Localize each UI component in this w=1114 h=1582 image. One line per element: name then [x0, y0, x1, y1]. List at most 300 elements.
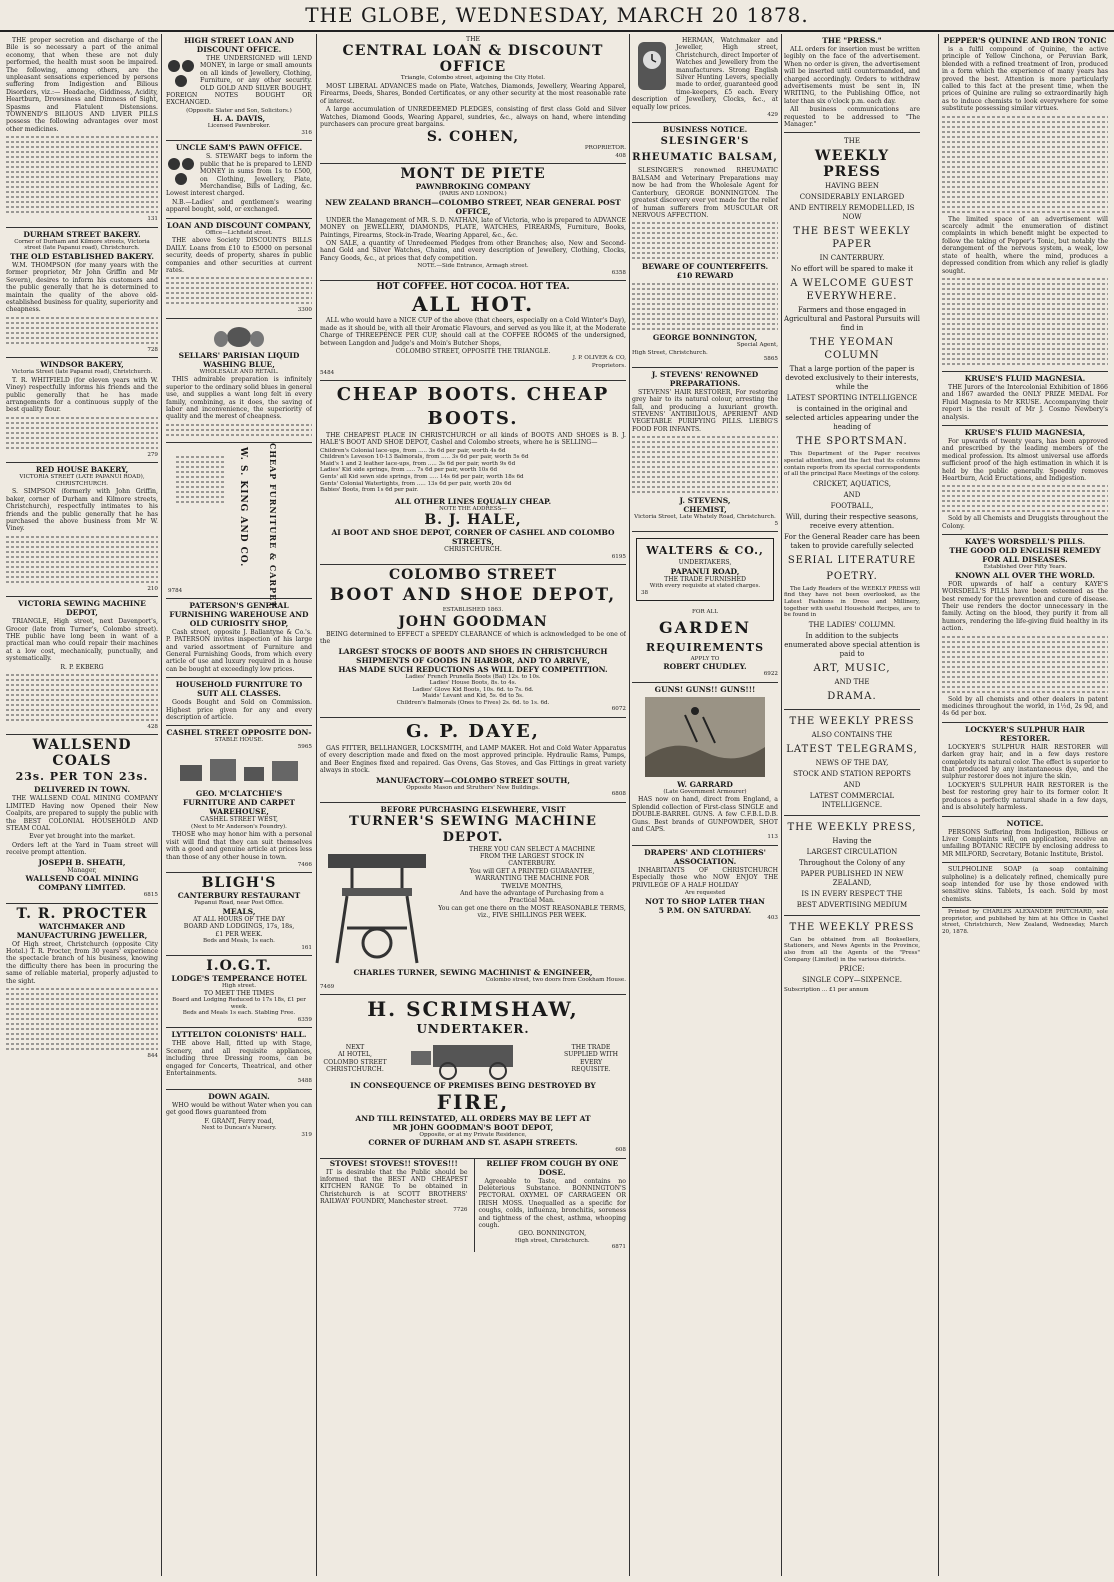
- clock-illustration: [632, 38, 672, 94]
- loan-discount-ad: [166, 219, 312, 319]
- wp-text: Subscription ... £1 per annum: [784, 987, 869, 994]
- ad-number: 6808: [611, 791, 626, 798]
- ad-subtitle: REQUIREMENTS: [645, 640, 765, 654]
- hearse-illustration: [403, 1037, 543, 1081]
- ad-role: Special Agent,: [736, 342, 778, 349]
- ad-title: DURHAM STREET BAKERY.: [23, 229, 141, 239]
- wp-text: THE SPORTSMAN.: [796, 436, 908, 448]
- ad-headline: G. P. DAYE,: [406, 720, 540, 742]
- ad-text: S. STEWART begs to inform the public that he is prepared to LEND MONEY in sums from 1s to £500, on Clothing, Jewellery, Plate, Merchandise, Bills of Lading, &c. Lowest interest charged.: [166, 153, 312, 198]
- down-again-ad: [166, 1090, 312, 1142]
- ad-text: FROM THE LARGEST STOCK IN: [480, 852, 584, 860]
- ad-number: 210: [147, 585, 158, 592]
- ad-text: LOCKYER'S SULPHUR HAIR RESTORER will darken gray hair, and in a few days restore completely its natural color. The effect is superior to that produced by any instantaneous dye, and the sulphur restorer does not injure the skin.: [942, 743, 1108, 781]
- wp-text: PAPER PUBLISHED IN NEW ZEALAND,: [800, 869, 904, 887]
- ad-number: 429: [767, 112, 778, 119]
- ad-title: MONT DE PIETE: [400, 166, 546, 183]
- ad-text: The limited space of an advertisement will scarcely admit the enumeration of distinct complaints in which benefit might be expected to follow the taking of Pepper's Tonic, but notably the derangement of the nervous system, a weak, low state of health, where the mind, produces a depressed condition from which any relief is gladly sought.: [942, 215, 1108, 275]
- ad-text: Are requested: [684, 890, 726, 896]
- wp-text: AND THE: [834, 677, 870, 686]
- ad-text: STEVENS' HAIR RESTORER, For restoring grey hair to its natural colour, arresting the fall, and producing a luxuriant growth. STEVENS' ANTIBILIOUS, APERIENT AND VEGETABLE PURIFYING PILLS. LIEBIG'S FOOD FOR INFANTS.: [632, 388, 778, 433]
- price-line: Gents' Colonial Watertights, from ..... 13s 6d per pair, worth 20s 6d: [320, 480, 512, 487]
- ad-company: WALLSEND COAL MINING COMPANY LIMITED.: [25, 874, 139, 893]
- ad-headline: FIRE,: [436, 1089, 510, 1114]
- ad-title: WALTERS & CO.,: [646, 544, 764, 558]
- ad-text: Ever yet brought into the market.: [29, 833, 135, 841]
- lyttelton-hall-ad: [166, 1028, 312, 1089]
- column-6: [942, 34, 1108, 1574]
- ad-subtitle: NEW ZEALAND BRANCH—COLOMBO STREET, NEAR GENERAL POST OFFICE,: [325, 197, 621, 216]
- ad-text: BEFORE PURCHASING ELSEWHERE, VISIT: [380, 804, 566, 814]
- ad-text: SUPPLIED WITH: [563, 1051, 619, 1059]
- ad-title: LOCKYER'S SULPHUR HAIR RESTORER.: [965, 724, 1085, 743]
- ad-role: Proprietors.: [591, 362, 626, 369]
- ad-text: SULPHOLINE SOAP (a soap containing sulpholine) is a delicately refined, chemically pure soap intended for use by those endowed with sensitive skins. Tablets, 1s each. Sold by most chemists.: [942, 866, 1108, 903]
- ad-headline: BOOT AND SHOE DEPOT,: [329, 585, 617, 606]
- weekly-press-circulation-ad: [784, 816, 920, 916]
- ad-number: 608: [615, 1147, 626, 1154]
- ad-text: All business communications are requested to be addressed to "The Manager.": [784, 106, 920, 129]
- ad-text: £1 PER WEEK.: [215, 930, 263, 938]
- ad-signature: B. J. HALE,: [424, 512, 522, 529]
- ad-subtitle: STABLE HOUSE.: [214, 737, 264, 744]
- wp-text: CRICKET, AQUATICS,: [813, 479, 891, 488]
- column-rule: [316, 34, 317, 1576]
- ad-text: TO MEET THE TIMES: [203, 989, 275, 997]
- ad-title: I.O.G.T.: [206, 958, 272, 975]
- ad-text: Orders left at the Yard in Tuam street will receive prompt attention.: [6, 841, 158, 857]
- ad-text: Beds and Meals 1s each. Stabling Free.: [182, 1010, 296, 1017]
- ad-note: NOTE THE ADDRESS—: [438, 505, 507, 512]
- ad-text: BEING determined to EFFECT a SPEEDY CLEARANCE of which is acknowledged to be one of the: [320, 630, 626, 646]
- ad-role: PROPRIETOR.: [584, 145, 626, 152]
- wp-title: WEEKLY PRESS: [814, 148, 890, 181]
- ad-title: T. R. PROCTER: [16, 905, 148, 922]
- ad-title: RELIEF FROM COUGH BY ONE DOSE.: [486, 1158, 619, 1177]
- ad-subtitle: WATCHMAKER AND MANUFACTURING JEWELLER,: [16, 921, 148, 940]
- ad-address: PAPANUI ROAD,: [670, 566, 740, 576]
- hunting-scene-illustration: [645, 697, 765, 777]
- wp-text: That a large portion of the paper is devoted exclusively to their interests, while the: [785, 365, 919, 392]
- ad-number: 5484: [320, 370, 335, 377]
- ad-text: TWELVE MONTHS,: [501, 882, 563, 890]
- ad-text: You can get one there on the MOST REASONABLE TERMS, viz., FIVE SHILLINGS PER WEEK.: [438, 904, 626, 920]
- wp-text: LARGEST CIRCULATION: [806, 847, 898, 856]
- wp-text: LATEST COMMERCIAL INTELLIGENCE.: [809, 791, 895, 809]
- ad-text: THE Jurors of the Intercolonial Exhibition of 1866 and 1867 awarded the ONLY PRIZE MEDAL For Fluid Magnesia to Mr KRUSE. Accompanying their report is the result of Mr J. Cosmo Newbery's analysis.: [942, 383, 1108, 421]
- weekly-press-price-ad: [784, 916, 920, 997]
- ad-subtitle: UNDERTAKERS,: [678, 559, 732, 567]
- price-line: Ladies' House Boots, 8s. to 4s.: [429, 680, 517, 687]
- ad-text: SHIPMENTS OF GOODS IN HARBOR, AND TO ARRIVE,: [356, 655, 590, 665]
- ad-title: KAYE'S WORSDELL'S PILLS.: [964, 537, 1086, 547]
- ad-number: 5965: [297, 744, 312, 750]
- ad-city: CHRISTCHURCH.: [444, 546, 502, 554]
- ad-text: BOARD AND LODGINGS, 17s, 18s,: [183, 923, 295, 931]
- ad-role: CHEMIST,: [683, 505, 727, 515]
- price-line: Maid's 1 and 2 leather lace-ups, from ..... 3s 6d per pair, worth 9s 6d: [320, 460, 516, 467]
- price-line: Ladies' French Prunella Boots (Bal) 12s. to 10s.: [405, 673, 541, 680]
- price-line: Gents' all Kid sewn side springs, from ..... 14s 6d per pair, worth 18s 6d: [320, 473, 524, 480]
- ad-number: 6072: [611, 706, 626, 713]
- ad-signature: ROBERT CHUDLEY.: [663, 662, 747, 672]
- wp-text: No effort will be spared to make it: [790, 265, 914, 274]
- ad-signature: J. STEVENS,: [679, 496, 731, 506]
- ad-text: Beds and Meals, 1s each.: [203, 938, 275, 945]
- ad-text: £10 REWARD: [676, 271, 734, 281]
- ad-text: REQUISITE.: [571, 1065, 611, 1073]
- wp-text: THE BEST WEEKLY PAPER: [793, 226, 911, 251]
- ad-title: CASHEL STREET OPPOSITE DON-: [166, 728, 312, 738]
- ad-title: CENTRAL LOAN & DISCOUNT OFFICE: [342, 43, 604, 76]
- ad-text: For upwards of twenty years, has been approved and prescribed by the leading members of the medical profession. Its almost universal use affords sufficient proof of the high estimation in which it is held by the public generally. Speedily removes Heartburn, Acid Eructations, and Indigestion.: [942, 437, 1108, 482]
- wp-the: THE: [844, 137, 860, 146]
- ad-title: HIGH STREET LOAN AND DISCOUNT OFFICE.: [184, 36, 294, 54]
- wp-text: Throughout the Colony of any: [798, 858, 906, 867]
- ad-number: 7726: [453, 1206, 468, 1213]
- wp-text: LATEST SPORTING INTELLIGENCE: [786, 394, 918, 403]
- wp-title: THE WEEKLY PRESS: [789, 921, 915, 933]
- ad-subtitle: Office—Lichfield street.: [205, 229, 273, 236]
- ad-address: Victoria Street, Late Whately Road, Christchurch.: [634, 514, 776, 521]
- lockyer-restorer-ad: [942, 723, 1108, 817]
- ad-established: Established Over Fifty Years.: [983, 564, 1067, 571]
- ad-text: WHO would be without Water when you can get good flows guaranteed from: [166, 1101, 312, 1117]
- ad-title: THE OLD ESTABLISHED BAKERY.: [10, 251, 154, 261]
- wp-text: THE LADIES' COLUMN.: [808, 620, 896, 629]
- ad-title: BUSINESS NOTICE.: [662, 125, 748, 135]
- relief-cough-ad: [474, 1159, 627, 1252]
- ad-text: THE above Hall, fitted up with Stage, Scenery, and all requisite appliances, including three Dressing rooms, can be engaged for Concerts, Theatrical, and other Entertainments.: [166, 1040, 312, 1078]
- red-house-bakery-ad: [6, 463, 158, 597]
- ad-title: RED HOUSE BAKERY,: [35, 465, 129, 475]
- ad-text: NOT TO SHOP LATER THAN: [645, 896, 765, 906]
- sulpholine-soap-ad: [942, 863, 1108, 908]
- ad-text: IT is desirable that the Public should be informed that the BEST AND CHEAPEST KITCHEN RANGE To be obtained in Christchurch is at SCOTT BROTHERS' RAILWAY FOUNDRY, Manchester street.: [320, 1168, 468, 1206]
- ad-number: 316: [301, 130, 312, 137]
- wp-text: NEWS OF THE DAY,: [815, 758, 889, 767]
- davis-loan-ad: [166, 34, 312, 141]
- ad-title: NOTICE.: [1006, 818, 1044, 828]
- ad-subtitle: Victoria Street (late Papanui road), Christchurch.: [11, 369, 153, 376]
- mont-de-piete-ad: [320, 164, 626, 281]
- ad-address: Triangle, Colombo street, adjoining the City Hotel.: [400, 75, 546, 82]
- ad-signature: CHARLES TURNER, SEWING MACHINIST & ENGINEER,: [353, 967, 593, 977]
- ad-subtitle: Corner of Durham and Kilmore streets, Victoria street (late Papanui road), Christchurch.: [14, 238, 150, 252]
- ad-headline: TURNER'S SEWING MACHINE DEPOT.: [349, 813, 597, 845]
- cohen-loan-ad: [320, 34, 626, 164]
- wp-text: BEST ADVERTISING MEDIUM: [796, 900, 908, 909]
- ad-text: THE proper secretion and discharge of the Bile is so necessary a part of the animal economy, that when these are not duly performed, the health must soon be impaired. The following, among others, are the unpleasant sensations experienced by persons suffering from Indigestion and Bilious Disorders, viz.:— Headache, Giddiness, Acidity, Heartburn, Drowsiness and Dimness of Sight, Spasms and Flatulent Distensions. TOWNEND'S BILIOUS AND LIVER PILLS possess the following advantages over most other medicines.: [6, 37, 158, 133]
- ad-text: Of High street, Christchurch (opposite City Hotel.) T. R. Procter, from 30 years' experience the spectacle branch of his business, knowing the difficulty there has been in procuring the same of reliable material, properly adjusted to the sight.: [6, 940, 158, 985]
- ad-title: THE "PRESS.": [822, 36, 882, 45]
- weekly-press-ad: [784, 133, 920, 709]
- ad-title: LOAN AND DISCOUNT COMPANY,: [167, 220, 311, 230]
- wp-text: PRICE:: [839, 965, 865, 974]
- ad-number: 279: [147, 451, 158, 458]
- ad-the: THE: [465, 36, 481, 43]
- ad-number: 7469: [320, 983, 335, 990]
- ad-role: Manager,: [67, 866, 97, 874]
- ad-title: STOVES! STOVES!! STOVES!!!: [329, 1158, 458, 1168]
- wp-text: This Department of the Paper receives special attention, and the fact that its columns contain reports from its special correspondents of all the principal Race Meetings of the colony.: [784, 451, 920, 478]
- ad-address: High Street, Christchurch.: [632, 349, 708, 356]
- wp-text: ALSO CONTAINS THE: [811, 730, 893, 739]
- wp-title: THE WEEKLY PRESS: [789, 715, 915, 727]
- ad-title: FURNITURE AND CARPET WAREHOUSE,: [183, 798, 295, 817]
- ad-number: 113: [767, 834, 778, 841]
- ad-text: CHRISTCHURCH.: [326, 1065, 384, 1073]
- ad-number: 403: [767, 914, 778, 921]
- ad-text: Agreeable to Taste, and contains no Deleterious Substance. BONNINGTON'S PECTORAL OXYMEL OF CARRAGEEN OR IRISH MOSS. Unequalled as a specific for coughs, colds, influenza, bronchitis, soreness and tightness of the chest, asthma, whooping cough.: [478, 1177, 626, 1229]
- durham-bakery-ad: [6, 228, 158, 358]
- ad-name: JOHN GOODMAN: [398, 613, 548, 630]
- ad-title: HOUSEHOLD FURNITURE TO SUIT ALL CLASSES.: [175, 680, 303, 699]
- ad-number: 6195: [611, 553, 626, 560]
- ad-text: You will GET A PRINTED GUARANTEE,: [469, 867, 595, 875]
- ad-vertical-name: W. S. KING AND CO.: [238, 446, 248, 568]
- ad-text: FOR ALL: [692, 609, 718, 616]
- ad-headline: H. SCRIMSHAW,: [367, 996, 579, 1021]
- ad-text: THOSE who may honor him with a personal visit will find that they can suit themselves with a good and genuine article at prices less than those of any other house in town.: [166, 831, 312, 861]
- cashel-street-ad: [166, 726, 312, 873]
- column-3: [320, 34, 626, 1574]
- royal-crest-icon: [209, 323, 269, 349]
- wp-text: Farmers and those engaged in Agricultural and Pastoral Pursuits will find in: [784, 306, 920, 333]
- ad-text: THIS admirable preparation is infinitely superior to the ordinary solid blues in general use, and supplies a want long felt in every family, combining, as it does, the saving of labor and inconvenience, the superiority of quality and the merest of cheapness.: [166, 376, 312, 421]
- ad-name: W. GARRARD: [677, 779, 733, 789]
- ad-text: BEWARE OF COUNTERFEITS.: [641, 262, 769, 272]
- ad-number: 9784: [168, 588, 183, 595]
- ad-established: ESTABLISHED 1863.: [442, 607, 504, 614]
- windsor-bakery-ad: [6, 358, 158, 463]
- ad-number: 6871: [611, 1244, 626, 1251]
- ad-title: PEPPER'S QUININE AND IRON TONIC: [943, 36, 1107, 45]
- ad-text: WARRANTING THE MACHINE FOR: [475, 875, 589, 883]
- ad-text: W.M. THOMPSON (for many years with the former proprietor, Mr John Griffin and Mr Severn), desires to inform his customers and the public generally that he is determined to maintain the quality of the above old-established business for quality, superiority and cheapness.: [6, 261, 158, 314]
- wp-text: The Lady Readers of the WEEKLY PRESS will find they have not been overlooked, as the Latest Fashions in Dress and Millinery, together with useful Household Recipes, are to be found in: [784, 585, 920, 619]
- ad-address: Colombo street, two doors from Cookham House.: [485, 976, 626, 983]
- bligh-restaurant-ad: [166, 873, 312, 956]
- ad-number: 6922: [763, 671, 778, 678]
- ad-number: 161: [301, 944, 312, 951]
- ad-text: IN CONSEQUENCE OF PREMISES BEING DESTROYED BY: [350, 1080, 596, 1090]
- wp-text: THE YEOMAN COLUMN: [809, 337, 895, 362]
- wp-text: Can be obtained from all Booksellers, Stationers, and News Agents in the Province, also from all the Agents of the "Press" Company (Limited) in the various districts.: [784, 936, 920, 963]
- ad-address: MANUFACTORY—COLOMBO STREET SOUTH,: [375, 775, 571, 785]
- ad-text: S. SIMPSON (formerly with John Griffin, baker, corner of Durham and Kilmore streets, Christchurch), respectfully intimates to his friends and the public generally that he has purchased the above business from Mr W. Viney.: [6, 488, 158, 533]
- ad-subtitle: (Late Government Armourer): [663, 788, 747, 795]
- wp-text: IS IN EVERY RESPECT THE: [801, 889, 903, 898]
- ad-text: COLOMBO STREET: [323, 1058, 387, 1066]
- price-line: Children's Balmorals (Ones to Fives) 2s. 6d. to 1s. 6d.: [396, 699, 550, 706]
- ad-address: High street, Christchurch.: [514, 1237, 590, 1244]
- victoria-sewing-ad: [6, 597, 158, 735]
- ad-number: 408: [615, 152, 626, 159]
- ad-text: MEALS,: [222, 907, 256, 917]
- ad-subtitle: DELIVERED IN TOWN.: [33, 785, 131, 795]
- ad-address: High street.: [221, 983, 257, 990]
- ad-subtitle: (PARIS AND LONDON.): [439, 191, 507, 198]
- ad-address: Opposite Mason and Struthers' New Buildings.: [406, 784, 540, 791]
- ad-text: Board and Lodging Reduced to 17s 18s, £1 per week.: [172, 997, 306, 1010]
- wp-text: HAVING BEEN: [824, 182, 880, 191]
- column-1: [6, 34, 158, 1574]
- kaye-pills-ad: [942, 535, 1108, 723]
- household-furniture-ad: [166, 678, 312, 726]
- ad-subtitle: VICTORIA STREET (LATE PAPANUI ROAD), CHRISTCHURCH.: [19, 474, 145, 487]
- ad-text: N.B.—Ladies' and gentlemen's wearing apparel bought, sold, or exchanged.: [166, 198, 312, 214]
- ad-number: 131: [147, 216, 158, 223]
- pawnbroker-balls-icon: [166, 154, 196, 188]
- ad-number: 319: [301, 1131, 312, 1138]
- ad-title: COLOMBO STREET: [389, 567, 557, 584]
- walters-undertakers-ad: [636, 538, 774, 601]
- ad-text: is a fulfil compound of Quinine, the active principle of Yellow Cinchona, or Peruvian Bark, blended with a refined treatment of Iron, produced in a form which the experience of many years has proved the best. Attention is more particularly called to this fact at the present time, when the prices of Quinine are ruling so extraordinarily high as to induce chemists to look everywhere for some substitute possessing similar virtues.: [942, 46, 1108, 113]
- ad-text: Sold by all Chemists and Druggists throughout the Colony.: [942, 515, 1108, 530]
- wp-text: A WELCOME GUEST EVERYWHERE.: [790, 278, 914, 303]
- ad-signature: S. COHEN,: [426, 129, 520, 146]
- ad-text: HAS MADE SUCH REDUCTIONS AS WILL DEFY COMPETITION.: [338, 664, 608, 674]
- drapers-association-ad: [632, 846, 778, 925]
- ad-signature: GEORGE BONNINGTON,: [652, 333, 758, 343]
- ad-text: With every requisite at stated charges.: [649, 582, 761, 589]
- ad-title: GUNS! GUNS!! GUNS!!!: [654, 684, 756, 694]
- pepper-tonic-ad: [942, 34, 1108, 372]
- iogt-hotel-ad: [166, 956, 312, 1028]
- wp-text: Will, during their respective seasons, receive every attention.: [785, 512, 919, 530]
- ad-text: ALL who would have a NICE CUP of the above (that cheers, especially on a Cold Winter's Day), made as it should be, with all their Aromatic Flavours, and served as you like it, at the Moderate Charge of THREEPENCE PER CUP, should call at the COFFEE ROOMS of the undersigned, between Langdon and Judge's and Moin's Butcher Shops,: [320, 317, 626, 347]
- ad-title: WALLSEND COALS: [32, 737, 132, 770]
- ad-title: PATERSON'S GENERAL FURNISHING WAREHOUSE AND OLD CURIOSITY SHOP,: [169, 600, 309, 628]
- ad-text: FOR upwards of half a century KAYE'S WORSDELL'S PILLS have been esteemed as the best remedy for the prevention and cure of disease. Their use renders the doctor unnecessary in the family. Acting on the blood, they purify it from all humors, rendering the life-giving fluid healthy in its action.: [942, 580, 1108, 633]
- ad-signature: H. A. DAVIS,: [212, 114, 266, 124]
- garden-requirements-ad: [632, 607, 778, 683]
- ad-number: 428: [147, 724, 158, 731]
- turner-sewing-ad: [320, 803, 626, 995]
- stoves-ad: [320, 1159, 468, 1252]
- column-rule: [781, 34, 782, 1576]
- price-line: Children's Leveson 10-13 Balmorals, from ..... 3s 6d per pair, worth 5s 6d: [320, 454, 529, 461]
- ad-title: KRUSE'S FLUID MAGNESIA,: [964, 427, 1086, 437]
- procter-ad: [6, 904, 158, 1064]
- column-2: [166, 34, 312, 1574]
- ad-text: LARGEST STOCKS OF BOOTS AND SHOES IN CHRISTCHURCH: [338, 646, 608, 656]
- daye-gasfitter-ad: [320, 718, 626, 803]
- cheap-boots-ad: [320, 381, 626, 565]
- ad-text: ALL OTHER LINES EQUALLY CHEAP.: [394, 496, 552, 506]
- ad-number: 38: [641, 589, 649, 596]
- price-line: Maids' Levant and Kid, 5s. 6d to 5s.: [422, 693, 524, 700]
- ad-title: SELLARS' PARISIAN LIQUID WASHING BLUE,: [178, 350, 300, 369]
- ad-text: T. R. WHITFIELD (for eleven years with W. Viney) respectfully informs his friends and the public generally that he has made arrangements for a continuous supply of the best quality flour.: [6, 376, 158, 414]
- ad-text: AND TILL REINSTATED, ALL ORDERS MAY BE LEFT AT: [355, 1113, 591, 1123]
- ad-number: 6358: [611, 269, 626, 276]
- ad-signature: J. P. OLIVER & CO,: [572, 355, 626, 362]
- ad-text: HAS now on hand, direct from England, a Splendid collection of First-class SINGLE and DOUBLE-BARREL GUNS. A few C.F.B.L.D.B. Guns. Best brands of GUNPOWDER, SHOT and CAPS.: [632, 796, 778, 833]
- ad-number: 844: [147, 1052, 158, 1059]
- ad-text: THERE YOU CAN SELECT A MACHINE: [468, 845, 596, 853]
- ad-text: THE TRADE: [571, 1043, 611, 1051]
- wp-text: AND: [843, 490, 861, 499]
- ad-text: UNDER the Management of MR. S. D. NATHAN, late of Victoria, who is prepared to ADVANCE MONEY on JEWELLERY, DIAMONDS, PLATE, WATCHES, FIREARMS, Furniture, Books, Paintings, Firearms, Stock-in-Trade, Wearing Apparel, &c., &c.: [320, 216, 626, 239]
- ad-text: Practical Man.: [509, 897, 555, 905]
- ad-number: 5: [774, 520, 778, 527]
- ad-subtitle: THE GOOD OLD ENGLISH REMEDY FOR ALL DISEASES.: [949, 546, 1101, 565]
- column-5: [784, 34, 920, 1574]
- ad-signature: GEO. BONNINGTON,: [518, 1230, 587, 1238]
- wp-text: SERIAL LITERATURE: [787, 554, 917, 566]
- ad-text: THE WALLSEND COAL MINING COMPANY LIMITED Having now Opened their New Coalpits, are prepared to supply the public with the BEST COLONIAL HOUSEHOLD AND STEAM COAL: [6, 795, 158, 833]
- ad-text: GAS FITTER, BELLHANGER, LOCKSMITH, and LAMP MAKER. Hot and Cold Water Apparatus of every description made and fixed on the most approved principle. Hydraulic Rams, Pumps, and Beer Engines fixed and repaired. Gas Ovens, Gas Stoves, and Gas Fittings in great variety always in stock.: [320, 744, 626, 775]
- price-line: Children's Colonial lace-ups, from ..... 3s 6d per pair, worth 4s 6d: [320, 447, 506, 454]
- ad-text: 5 P.M. ON SATURDAY.: [658, 905, 752, 915]
- sellars-blue-ad: [166, 319, 312, 443]
- ad-text: APPLY TO: [690, 655, 720, 662]
- ad-text: NEXT: [345, 1043, 365, 1051]
- ad-subtitle: (Next to Mr Anderson's Foundry).: [191, 823, 287, 830]
- ad-title: DRAPERS' AND CLOTHIERS' ASSOCIATION.: [644, 847, 766, 866]
- ad-text: LOCKYER'S SULPHUR HAIR RESTORER is the best for restoring grey hair to its former color. It produces a perfectly natural shade in a few days, and is absolutely harmless.: [942, 781, 1108, 812]
- ad-text: ON SALE, a quantity of Unredeemed Pledges from other Branches; also, New and Second-hand Gold and Silver Watches, Chains, and every description of Jewellery, Clothing, Clocks, Fancy Goods, &c., at prices that defy competition.: [320, 240, 626, 262]
- ad-title: WINDSOR BAKERY,: [40, 360, 124, 370]
- wp-text: POETRY.: [826, 570, 878, 582]
- king-furniture-ad: [166, 442, 312, 608]
- printer-imprint: [942, 909, 1108, 935]
- wp-text: AND: [843, 780, 861, 789]
- colombo-boot-depot-ad: [320, 565, 626, 718]
- ad-address: CORNER OF DURHAM AND ST. ASAPH STREETS.: [368, 1138, 578, 1148]
- ad-text: THE TRADE FURNISHED: [664, 575, 746, 583]
- wp-text: AND ENTIRELY REMODELLED, IS NOW: [789, 204, 915, 222]
- wp-text: ART, MUSIC,: [813, 662, 891, 674]
- ad-number: 6815: [143, 892, 158, 899]
- wp-text: For the General Reader care has been taken to provide carefully selected: [784, 532, 920, 550]
- ad-role: Licensed Pawnbroker.: [207, 123, 271, 130]
- ad-subtitle: WHOLESALE AND RETAIL.: [199, 368, 279, 375]
- ad-text: AT ALL HOURS OF THE DAY: [192, 916, 286, 924]
- ad-title: KRUSE'S FLUID MAGNESIA.: [964, 373, 1086, 383]
- ad-number: 7466: [297, 862, 312, 869]
- ad-headline: SLESINGER'S RHEUMATIC BALSAM,: [632, 136, 778, 164]
- ad-number: 5488: [297, 1078, 312, 1085]
- ad-vertical-title: CHEAP FURNITURE & CARPET: [268, 442, 278, 608]
- pawnbroker-balls-icon: [166, 56, 196, 90]
- ad-text: THE CHEAPEST PLACE IN CHRISTCHURCH or all kinds of BOOTS AND SHOES is B. J. HALE'S BOOT AND SHOE DEPOT, Cashel and Colombo streets, where he is SELLING—: [320, 431, 626, 447]
- ad-number: 5865: [763, 356, 778, 363]
- ad-address: (Opposite Slater and Son, Solicitors.): [186, 107, 292, 114]
- ad-number: 3300: [297, 307, 312, 314]
- ad-text: INHABITANTS OF CHRISTCHURCH Especially those who NOW ENJOY THE PRIVILEGE OF A HALF HOLIDAY: [632, 866, 778, 889]
- ad-address: COLOMBO STREET, OPPOSITE THE TRIANGLE.: [395, 347, 551, 355]
- ad-text: And have the advantage of Purchasing from a: [460, 889, 604, 897]
- ad-title: DOWN AGAIN.: [208, 1091, 270, 1101]
- ad-number: 6359: [297, 1017, 312, 1024]
- weekly-press-contents-ad: [784, 710, 920, 816]
- bilious-pills-ad: [6, 34, 158, 228]
- column-4: [632, 34, 778, 1574]
- ad-text: Sold by all chemists and other dealers in patent medicines throughout the world, in 1½d, 2s 9d, and 4s 6d per box.: [942, 695, 1108, 718]
- ad-signature: JOSEPH B. SHEATH,: [38, 857, 126, 867]
- wp-text: CONSIDERABLY ENLARGED: [799, 193, 905, 202]
- ad-text: CANTERBURY.: [508, 860, 556, 868]
- ad-address: Next to Duncan's Nursery.: [201, 1125, 277, 1132]
- ad-text: HERMAN, Watchmaker and Jeweller, High street, Christchurch, direct Importer of Watches and Jewellery from the manufacturers. Strong English Silver Hunting Levers, specially made to order, guaranteed good time-keepers, £5 each. Every description of Jewellery, Clocks, &c., at equally low prices.: [632, 37, 778, 111]
- ad-text: SLESINGER'S renowned RHEUMATIC BALSAM and Veterinary Preparations may now be had from the Wholesale Agent for Canterbury, GEORGE BONNINGTON. The greatest discovery ever yet made for the relief of human sufferers from MUSCULAR OR NERVOUS AFFECTION.: [632, 167, 778, 219]
- ad-headline: ALL HOT.: [411, 292, 535, 317]
- wp-text: DRAMA.: [827, 690, 877, 702]
- scrimshaw-undertaker-ad: [320, 995, 626, 1159]
